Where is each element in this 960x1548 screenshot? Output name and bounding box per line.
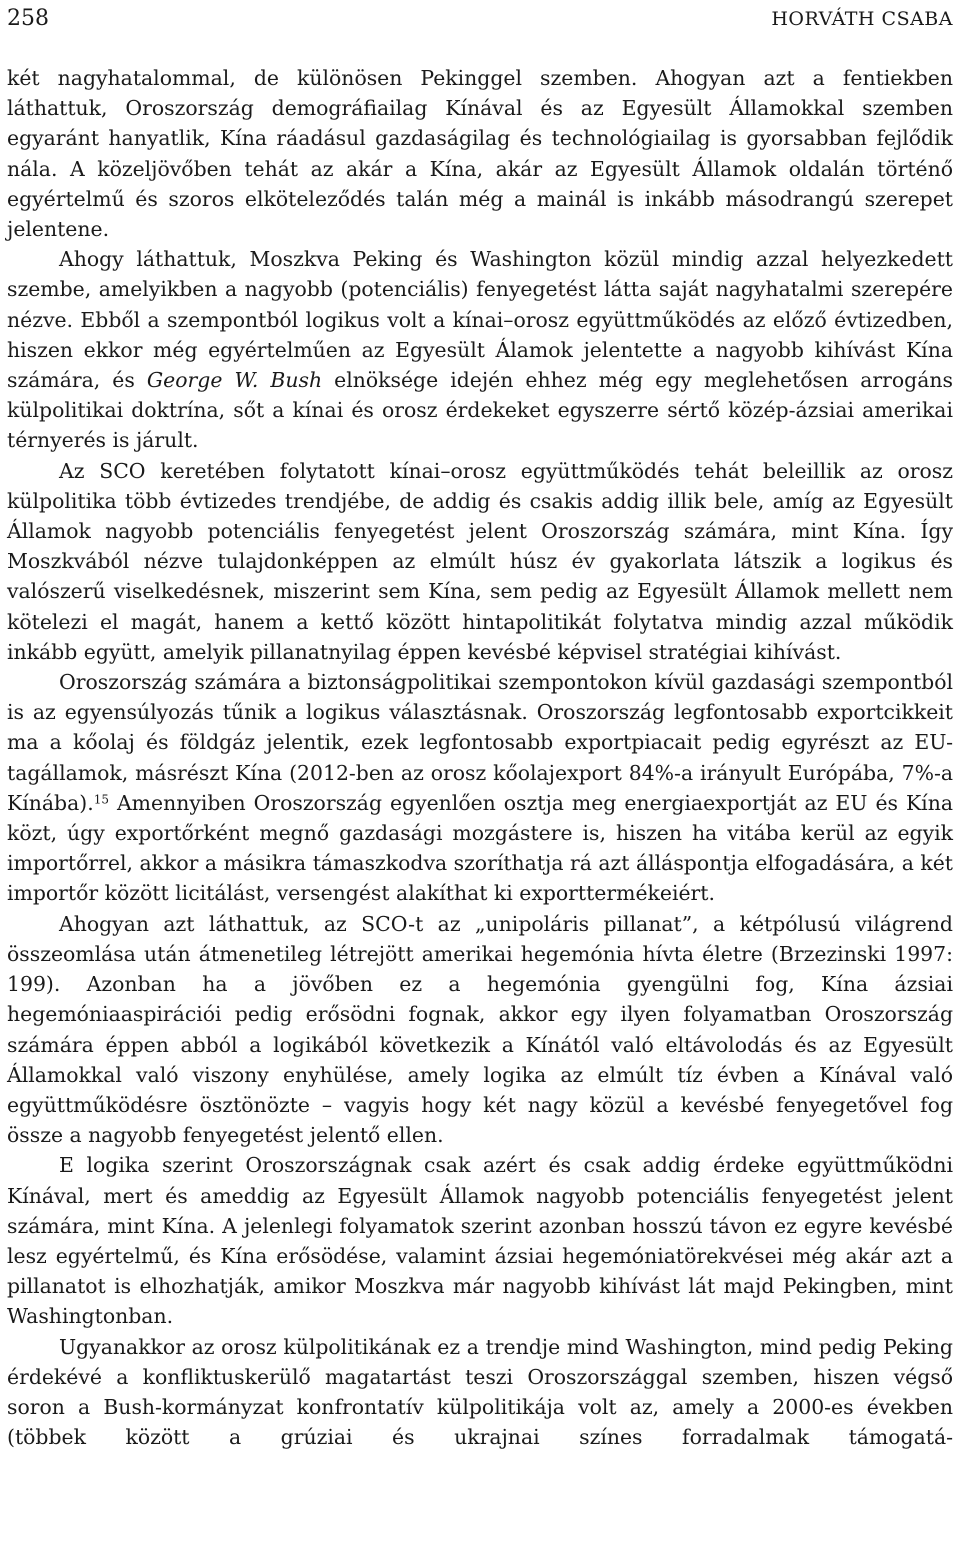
paragraph-7: Ugyanakkor az orosz külpolitikának ez a trendje mind Washington, mind pedig Peking érdekévé a konfliktuskerülő magatartást teszi Oroszországgal szemben, hiszen végső soron a Bush-kormányzat konfrontatív külpolitikája volt az, amely a 2000-es években (többek között a grúziai és ukrajnai színes forradalmak támogatá- [7, 1334, 953, 1450]
paragraph-4-text-a: Oroszország számára a biztonságpolitikai szempontokon kívül gazdasági szempontból is az egyensúlyozás tűnik a logikus választásnak. Oroszország legfontosabb exportcikkeit ma a kőolaj és földgáz jelentik, ezek legfontosabb exportpiacait pedig egyrészt az EU-tagállamok, másrészt Kína (2012-ben az orosz kőolajexport 84%-a irányult Európába, 7%-a Kínába). [7, 670, 953, 815]
running-head: HORVÁTH CSABA [771, 8, 953, 30]
paragraph-5: Ahogyan azt láthattuk, az SCO-t az „unipoláris pillanat”, a kétpólusú világrend összeomlása után átmenetileg létrejött amerikai hegemónia hívta életre (Brzezinski 1997: 199). Azonban ha a jövőben ez a hegemónia gyengülni fog, Kína ázsiai hegemóniaaspirációi pedig erősödni fognak, akkor egy ilyen folyamatban Oroszország számára éppen abból a logikából következik a Kínától való eltávolodás és az Egyesült Államokkal való viszony enyhülése, amely logika az elmúlt tíz évben a Kínával való együttműködésre ösztönözte – vagyis hogy két nagy közül a kevésbé fenyegetővel fog össze a nagyobb fenyegetést jelentő ellen. [7, 911, 953, 1148]
paragraph-1: két nagyhatalommal, de különösen Pekinggel szemben. Ahogyan azt a fentiekben láthattuk, Oroszország demográfiailag Kínával és az Egyesült Államokkal szemben egyaránt hanyatlik, Kína ráadásul gazdaságilag és technológiailag is gyorsabban fejlődik nála. A közeljövőben tehát az akár a Kína, akár az Egyesült Államok oldalán történő egyértelmű és szoros elköteleződés talán még a mainál is inkább másodrangú szerepet jelentene. [7, 66, 953, 242]
page-header [7, 6, 953, 36]
paragraph-6: E logika szerint Oroszországnak csak azért és csak addig érdeke együttműködni Kínával, mert és ameddig az Egyesült Államok nagyobb potenciális fenyegetést jelent számára, mint Kína. A jelenlegi folyamatok szerint azonban hosszú távon ez egyre kevésbé lesz egyértelmű, és Kína erősödése, valamint ázsiai hegemóniatörekvései még akár azt a pillanatot is elhozhatják, amikor Moszkva már nagyobb kihívást lát majd Pekingben, mint Washingtonban. [7, 1153, 953, 1329]
paragraph-4 [7, 667, 953, 909]
paragraph-3: Az SCO keretében folytatott kínai–orosz együttműködés tehát beleillik az orosz külpolitika több évtizedes trendjébe, de addig és csakis addig illik bele, amíg az Egyesült Államok nagyobb potenciális fenyegetést jelent Oroszország számára, mint Kína. Így Moszkvából nézve tulajdonképpen az elmúlt húsz év gyakorlata látszik a logikus és valószerű viselkedésnek, miszerint sem Kína, sem pedig az Egyesült Államok mellett nem kötelezi el magát, hanem a kettő között hintapolitikát folytatva mindig azzal működik inkább együtt, amelyik pillanatnyilag éppen kevésbé képvisel stratégiai kihívást. [7, 458, 953, 664]
paragraph-2-text-a: Ahogy láthattuk, Moszkva Peking és Washington közül mindig azzal helyezkedett szembe, amelyikben a nagyobb (potenciális) fenyegetést látta saját nagyhatalmi szerepére nézve. Ebből a szempontból logikus volt a kínai–orosz együttműködés az előző évtizedben, hiszen ekkor még egyértelműen az Egyesült Álamok jelentette a nagyobb kihívást Kína számára, és [7, 247, 953, 393]
page-number: 258 [7, 6, 49, 31]
paragraph-4-text-b: Amennyiben Oroszország egyenlően osztja meg energiaexportját az EU és Kína közt, úgy exportőrként megnő gazdasági mozgástere is, hiszen ha vitába kerül az egyik importőrrel, akkor a másikra támaszkodva szoríthatja rá azt álláspontja elfogadására, a két importőr között licitálást, versengést alakíthat ki exporttermékeiért. [7, 790, 953, 906]
footnote-marker[interactable]: 15 [93, 792, 109, 807]
person-name-italic: George W. Bush [146, 368, 323, 393]
paragraph-2-text-b: elnöksége idején ehhez még egy meglehetősen arrogáns külpolitikai doktrína, sőt a kínai és orosz érdekeket egyszerre sértő közép-ázsiai amerikai térnyerés is járult. [7, 368, 953, 453]
paragraph-2 [7, 244, 953, 455]
body-text [7, 63, 953, 1452]
